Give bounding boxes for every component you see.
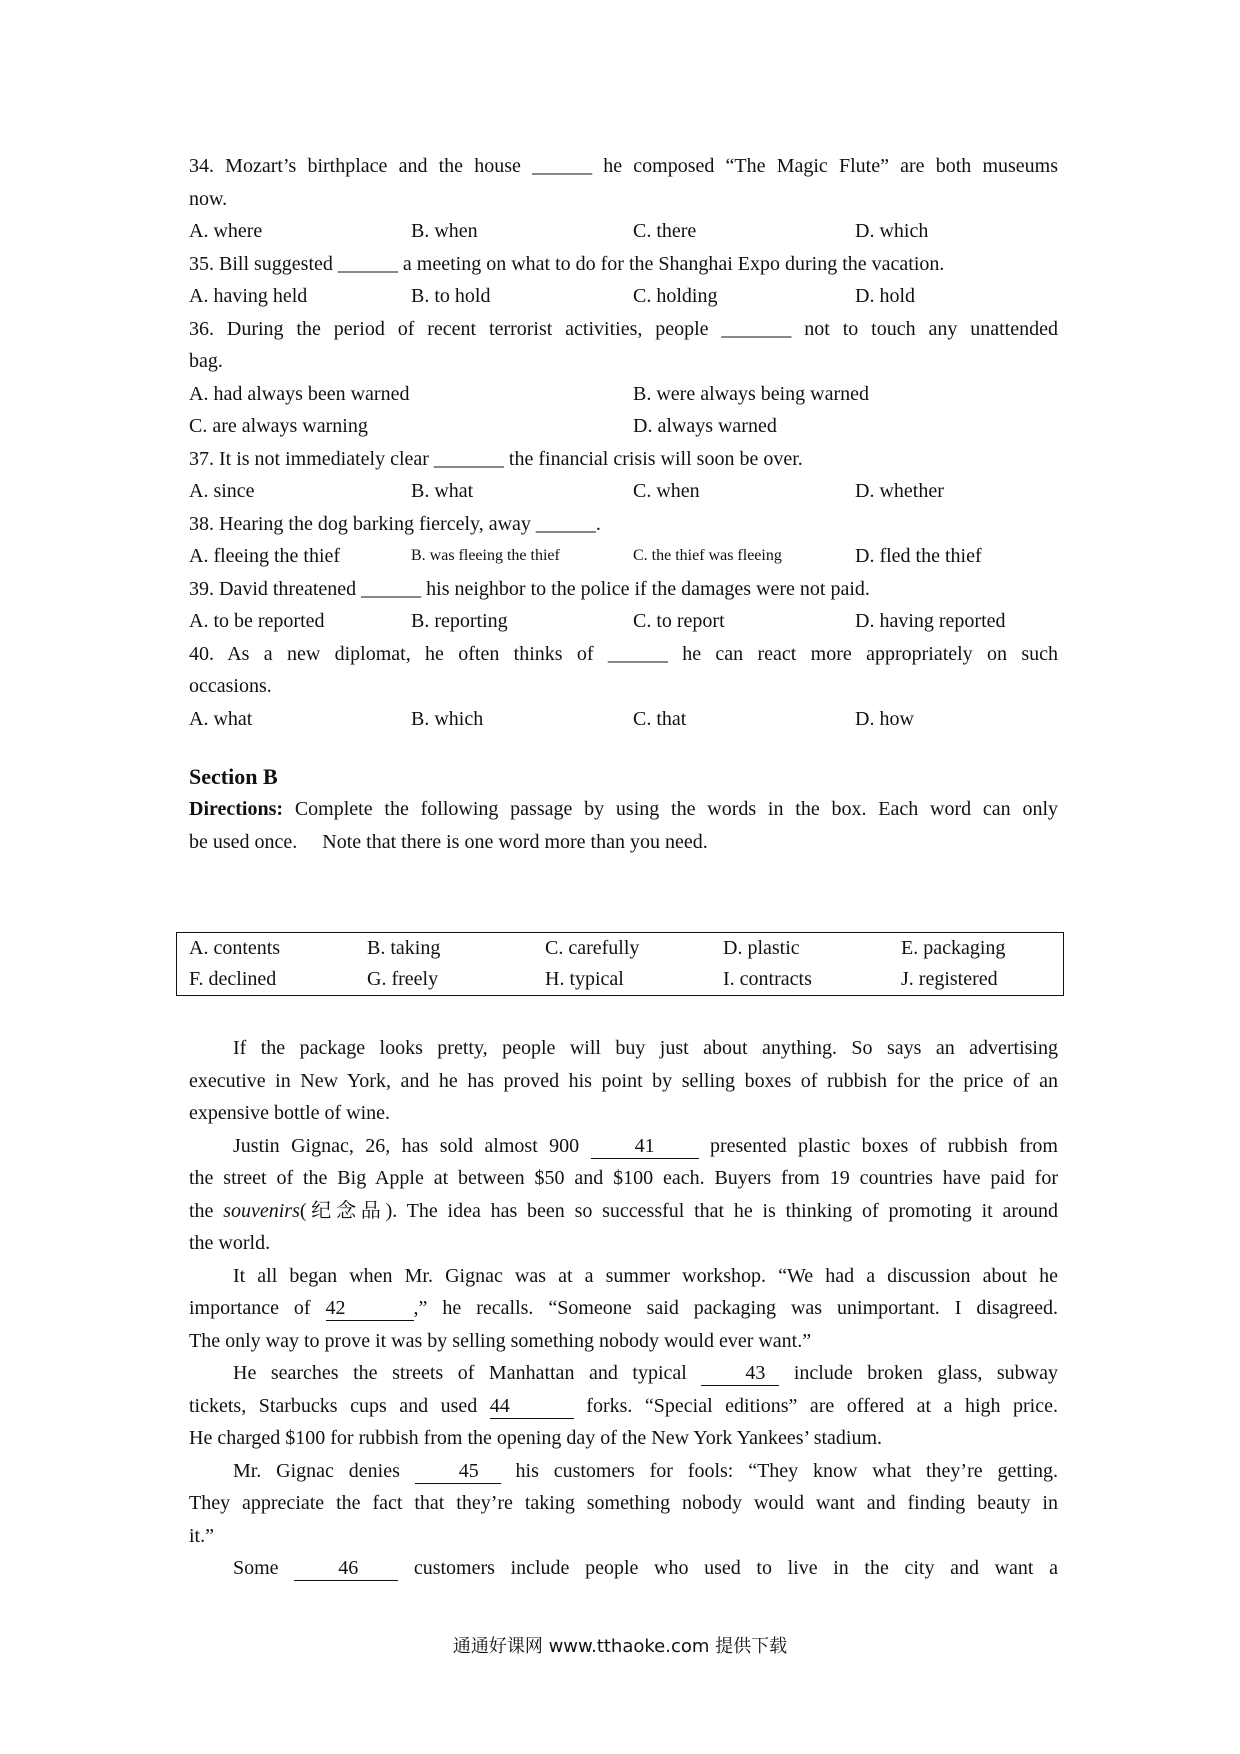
word-i: I. contracts [723, 968, 812, 990]
section-b-directions-cont: be used once. Note that there is one word more than you need. [189, 830, 708, 853]
question-34-cont: now. [189, 187, 228, 210]
option-b: B. which [411, 707, 484, 730]
question-40: 40. As a new diplomat, he often thinks of ______ he can react more appropriately on such [189, 642, 1058, 665]
text-run: forks. “Special editions” are offered at a high price. [573, 1394, 1058, 1417]
word-b: B. taking [367, 937, 441, 959]
blank-43: 43 [701, 1361, 779, 1386]
blank-45: 45 [415, 1459, 501, 1484]
text-run: his customers for fools: “They know what they’re getting. [500, 1459, 1059, 1482]
option-b: B. when [411, 220, 478, 242]
word-e: E. packaging [901, 937, 1006, 959]
option-c: C. the thief was fleeing [633, 547, 782, 564]
question-34-options [189, 215, 1058, 248]
word-box [176, 932, 1064, 996]
section-b-title: Section B [189, 764, 278, 789]
passage [189, 1032, 1058, 1585]
word-box-row-2 [177, 964, 1063, 995]
option-a: A. fleeing the thief [189, 545, 341, 567]
passage-line [189, 1455, 1058, 1488]
word-h: H. typical [545, 968, 624, 990]
passage-line: It all began when Mr. Gignac was at a summer workshop. “We had a discussion about he [233, 1264, 1058, 1287]
word-j: J. registered [901, 968, 998, 990]
question-37-options [189, 475, 1058, 508]
passage-line [189, 1195, 1058, 1228]
option-c: C. when [633, 480, 700, 502]
option-b: B. were always being warned [633, 382, 870, 405]
option-c: C. to report [633, 610, 725, 632]
directions-label: Directions: [189, 798, 284, 820]
option-c: C. that [633, 707, 687, 730]
question-39: 39. David threatened ______ his neighbor to the police if the damages were not paid. [189, 577, 870, 600]
option-a: A. having held [189, 285, 308, 307]
word-c: C. carefully [545, 937, 640, 959]
passage-line: They appreciate the fact that they’re taking something nobody would want and finding beauty in [189, 1492, 1058, 1514]
option-a: A. since [189, 480, 255, 502]
passage-line: The only way to prove it was by selling something nobody would ever want.” [189, 1329, 812, 1352]
passage-line: He charged $100 for rubbish from the opening day of the New York Yankees’ stadium. [189, 1427, 883, 1449]
question-35: 35. Bill suggested ______ a meeting on what to do for the Shanghai Expo during the vacation. [189, 252, 945, 275]
option-d: D. always warned [633, 415, 777, 437]
text-run: (纪念品). The idea has been so successful that he is thinking of promoting it around [299, 1199, 1058, 1222]
passage-line: executive in New York, and he has proved his point by selling boxes of rubbish for the price of an [189, 1069, 1058, 1092]
passage-line [189, 1390, 1058, 1423]
passage-line: it.” [189, 1524, 214, 1547]
option-a: A. had always been warned [189, 382, 410, 405]
directions-text: Complete the following passage by using the words in the box. Each word can only [283, 798, 1058, 820]
option-b: B. what [411, 480, 474, 502]
word-g: G. freely [367, 968, 439, 990]
passage-line [189, 1357, 1058, 1390]
question-36-options-row1 [189, 378, 1058, 411]
option-b: B. reporting [411, 610, 508, 632]
blank-46: 46 [294, 1556, 398, 1581]
passage-line: the street of the Big Apple at between $50 and $100 each. Buyers from 19 countries have paid for [189, 1167, 1058, 1189]
question-38-options [189, 540, 1058, 573]
passage-line: the world. [189, 1232, 271, 1254]
passage-line [189, 1552, 1058, 1585]
blank-41: 41 [591, 1134, 699, 1159]
text-run: presented plastic boxes of rubbish from [698, 1134, 1058, 1157]
option-c: C. holding [633, 285, 718, 307]
section-b-directions [189, 793, 1058, 826]
question-40-cont: occasions. [189, 675, 272, 697]
question-34: 34. Mozart’s birthplace and the house ______ he composed “The Magic Flute” are both museums [189, 155, 1058, 177]
option-a: A. what [189, 707, 253, 730]
word-d: D. plastic [723, 937, 800, 959]
passage-line [189, 1130, 1058, 1163]
option-a: A. where [189, 220, 263, 242]
question-36-cont: bag. [189, 350, 223, 372]
word-a: A. contents [189, 937, 281, 959]
question-36-options-row2 [189, 410, 1058, 443]
word-f: F. declined [189, 968, 277, 990]
question-35-options [189, 280, 1058, 313]
option-c: C. there [633, 220, 697, 242]
option-b: B. was fleeing the thief [411, 547, 560, 564]
text-run: ,” he recalls. “Someone said packaging was unimportant. I disagreed. [413, 1297, 1058, 1319]
option-d: D. hold [855, 285, 915, 307]
text-run: the [189, 1199, 224, 1222]
passage-line: expensive bottle of wine. [189, 1102, 391, 1124]
question-36: 36. During the period of recent terrorist activities, people _______ not to touch any unattended [189, 317, 1058, 340]
page-footer: 通通好课网 www.tthaoke.com 提供下载 [452, 1636, 788, 1657]
option-d: D. whether [855, 480, 944, 502]
text-run: Mr. Gignac denies [233, 1459, 415, 1482]
text-run: Justin Gignac, 26, has sold almost 900 [233, 1134, 591, 1157]
option-d: D. fled the thief [855, 545, 982, 567]
question-39-options [189, 605, 1058, 638]
blank-42: 42 [326, 1296, 414, 1321]
option-d: D. how [855, 707, 914, 730]
word-box-row-1 [177, 933, 1063, 964]
blank-44: 44 [490, 1394, 574, 1419]
text-run: Some [233, 1557, 295, 1579]
option-a: A. to be reported [189, 610, 325, 632]
question-40-options [189, 703, 1058, 736]
questions-section [189, 150, 1058, 858]
passage-line: If the package looks pretty, people will buy just about anything. So says an advertising [233, 1037, 1058, 1059]
text-run: customers include people who used to live in the city and want a [398, 1557, 1058, 1579]
text-run: tickets, Starbucks cups and used [189, 1394, 490, 1417]
italic-word: souvenirs [223, 1199, 300, 1222]
option-d: D. having reported [855, 610, 1006, 632]
text-run: include broken glass, subway [779, 1362, 1058, 1384]
text-run: He searches the streets of Manhattan and typical [233, 1362, 702, 1384]
text-run: importance of [189, 1297, 326, 1319]
question-38: 38. Hearing the dog barking fiercely, away ______. [189, 512, 601, 535]
option-b: B. to hold [411, 285, 491, 307]
question-37: 37. It is not immediately clear _______ the financial crisis will soon be over. [189, 447, 803, 470]
option-d: D. which [855, 220, 929, 242]
passage-line [189, 1292, 1058, 1325]
option-c: C. are always warning [189, 415, 368, 437]
